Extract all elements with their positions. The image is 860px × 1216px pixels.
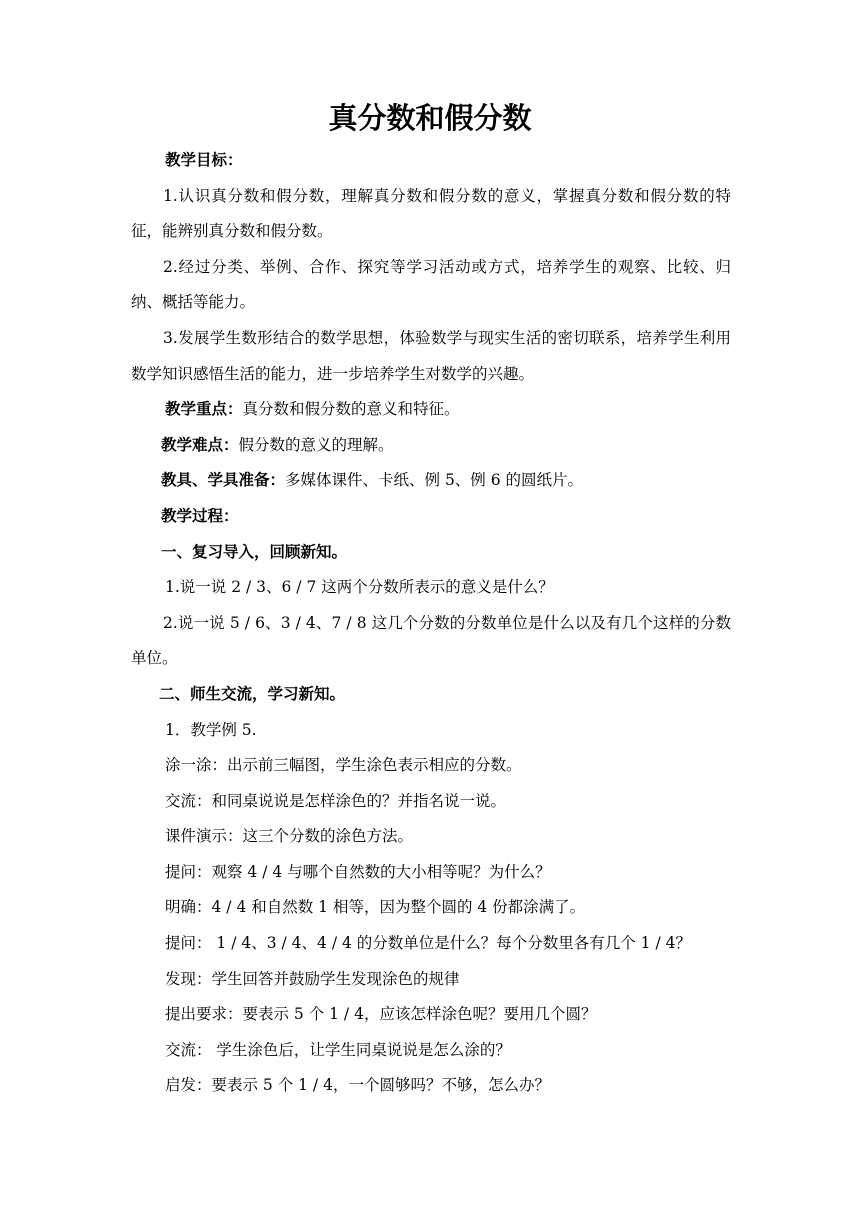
section2-line-2: 涂一涂：出示前三幅图，学生涂色表示相应的分数。 bbox=[165, 756, 522, 775]
document-title: 真分数和假分数 bbox=[328, 101, 532, 135]
key-point-text: 真分数和假分数的意义和特征。 bbox=[242, 400, 460, 419]
section2-line-6: 明确：4 / 4 和自然数 1 相等，因为整个圆的 4 份都涂满了。 bbox=[165, 898, 586, 917]
section1-heading: 一、复习导入，回顾新知。 bbox=[161, 542, 348, 561]
process-heading: 教学过程： bbox=[161, 506, 239, 525]
objective-item-3: 3.发展学生数形结合的数学思想，体验数学与现实生活的密切联系，培养学生利用数学知识感悟生活的能力，进一步培养学生对数学的兴趣。 bbox=[131, 328, 731, 383]
section2-line-3: 交流：和同桌说说是怎样涂色的？并指名说一说。 bbox=[165, 791, 507, 810]
tools bbox=[131, 463, 731, 499]
section2-line-9: 提出要求：要表示 5 个 1 / 4，应该怎样涂色呢？要用几个圆？ bbox=[165, 1005, 597, 1024]
tools-text: 多媒体课件、卡纸、例 5、例 6 的圆纸片。 bbox=[285, 471, 584, 490]
objective-item-1: 1.认识真分数和假分数，理解真分数和假分数的意义，掌握真分数和假分数的特征，能辨别真分数和假分数。 bbox=[131, 186, 731, 241]
section1-item-2: 2.说一说 5 / 6、3 / 4、7 / 8 这几个分数的分数单位是什么以及有几个这样的分数单位。 bbox=[131, 613, 731, 668]
section2-line-4: 课件演示：这三个分数的涂色方法。 bbox=[165, 827, 414, 846]
section2-heading: 二、师生交流，学习新知。 bbox=[159, 684, 346, 703]
key-point-label: 教学重点： bbox=[165, 400, 243, 419]
section1-item-1: 1.说一说 2 / 3、6 / 7 这两个分数所表示的意义是什么？ bbox=[165, 578, 554, 597]
document-body bbox=[131, 143, 731, 1104]
section2-line-1: 1．教学例 5. bbox=[165, 720, 257, 739]
difficulty bbox=[131, 428, 731, 464]
section2-line-5: 提问：观察 4 / 4 与哪个自然数的大小相等呢？为什么？ bbox=[165, 862, 551, 881]
section2-line-10: 交流： 学生涂色后，让学生同桌说说是怎么涂的？ bbox=[165, 1040, 511, 1059]
section2-line-7: 提问： 1 / 4、3 / 4、4 / 4 的分数单位是什么？每个分数里各有几个 1 / 4？ bbox=[165, 934, 691, 953]
tools-label: 教具、学具准备： bbox=[161, 471, 286, 490]
section2-line-11: 启发：要表示 5 个 1 / 4，一个圆够吗？不够，怎么办？ bbox=[165, 1076, 550, 1095]
section2-line-8: 发现：学生回答并鼓励学生发现涂色的规律 bbox=[165, 969, 460, 988]
difficulty-label: 教学难点： bbox=[161, 435, 239, 454]
objectives-heading: 教学目标： bbox=[165, 151, 243, 169]
objective-item-2: 2.经过分类、举例、合作、探究等学习活动或方式，培养学生的观察、比较、归纳、概括等能力。 bbox=[131, 257, 731, 312]
difficulty-text: 假分数的意义的理解。 bbox=[238, 435, 394, 454]
key-point bbox=[131, 392, 731, 428]
